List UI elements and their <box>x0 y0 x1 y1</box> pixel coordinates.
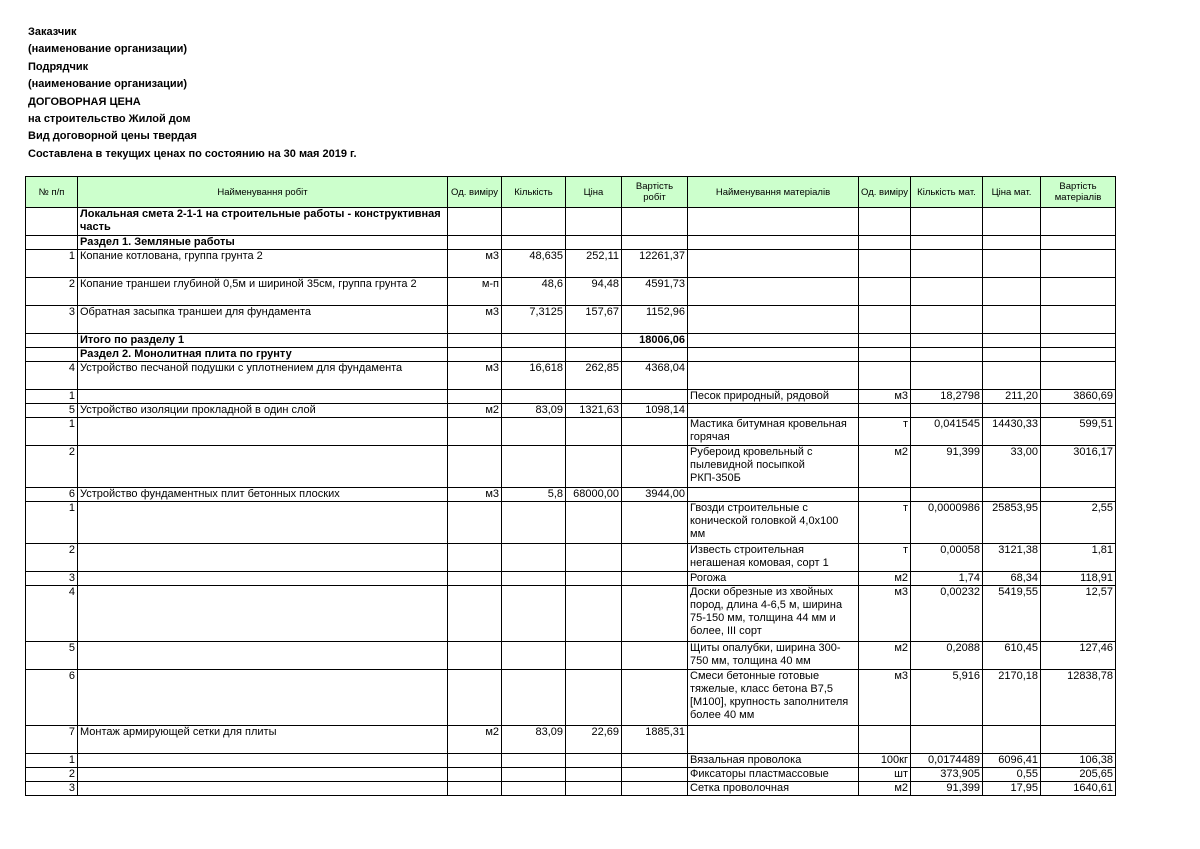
table-row <box>26 208 1116 236</box>
material-name-cell: Сетка проволочная <box>688 782 859 796</box>
work-quantity-cell <box>502 334 566 348</box>
work-price-cell <box>566 390 622 404</box>
work-cost-cell: 18006,06 <box>622 334 688 348</box>
material-quantity-cell: 91,399 <box>911 782 983 796</box>
col-header-material-name: Найменування матеріалів <box>688 177 859 208</box>
work-unit-cell <box>448 502 502 544</box>
material-quantity-cell: 5,916 <box>911 670 983 726</box>
work-quantity-cell <box>502 236 566 250</box>
work-quantity-cell <box>502 768 566 782</box>
table-row <box>26 572 1116 586</box>
work-name-cell <box>78 782 448 796</box>
work-price-cell <box>566 754 622 768</box>
material-cost-cell: 3016,17 <box>1041 446 1116 488</box>
material-quantity-cell <box>911 334 983 348</box>
row-number-cell: 1 <box>26 502 78 544</box>
row-number-cell: 3 <box>26 572 78 586</box>
row-number-cell: 2 <box>26 768 78 782</box>
material-price-cell: 14430,33 <box>983 418 1041 446</box>
work-unit-cell <box>448 642 502 670</box>
material-price-cell: 3121,38 <box>983 544 1041 572</box>
material-quantity-cell <box>911 208 983 236</box>
material-price-cell <box>983 278 1041 306</box>
work-unit-cell <box>448 348 502 362</box>
material-name-cell <box>688 488 859 502</box>
work-price-cell: 1321,63 <box>566 404 622 418</box>
material-price-cell <box>983 306 1041 334</box>
work-name-cell <box>78 446 448 488</box>
material-cost-cell <box>1041 488 1116 502</box>
material-price-cell <box>983 208 1041 236</box>
material-cost-cell: 3860,69 <box>1041 390 1116 404</box>
work-unit-cell: м3 <box>448 362 502 390</box>
work-quantity-cell <box>502 782 566 796</box>
material-unit-cell: м2 <box>859 642 911 670</box>
work-cost-cell <box>622 768 688 782</box>
table-row <box>26 418 1116 446</box>
material-cost-cell <box>1041 236 1116 250</box>
row-number-cell: 4 <box>26 362 78 390</box>
row-number-cell <box>26 334 78 348</box>
row-number-cell: 4 <box>26 586 78 642</box>
work-name-cell: Монтаж армирующей сетки для плиты <box>78 726 448 754</box>
material-quantity-cell <box>911 488 983 502</box>
table-row <box>26 768 1116 782</box>
work-price-cell: 252,11 <box>566 250 622 278</box>
col-header-work-name: Найменування робіт <box>78 177 448 208</box>
material-quantity-cell <box>911 236 983 250</box>
material-cost-cell: 127,46 <box>1041 642 1116 670</box>
work-price-cell <box>566 418 622 446</box>
work-quantity-cell: 83,09 <box>502 404 566 418</box>
work-cost-cell <box>622 446 688 488</box>
material-name-cell: Мастика битумная кровельная горячая <box>688 418 859 446</box>
row-number-cell <box>26 236 78 250</box>
material-unit-cell: м2 <box>859 782 911 796</box>
row-number-cell: 3 <box>26 306 78 334</box>
material-cost-cell <box>1041 362 1116 390</box>
work-quantity-cell <box>502 502 566 544</box>
work-unit-cell <box>448 782 502 796</box>
work-price-cell <box>566 446 622 488</box>
row-number-cell <box>26 208 78 236</box>
material-unit-cell <box>859 278 911 306</box>
work-name-cell <box>78 642 448 670</box>
work-quantity-cell <box>502 348 566 362</box>
material-price-cell: 6096,41 <box>983 754 1041 768</box>
col-header-work-cost: Вартість робіт <box>622 177 688 208</box>
material-name-cell <box>688 250 859 278</box>
work-cost-cell: 3944,00 <box>622 488 688 502</box>
material-cost-cell <box>1041 404 1116 418</box>
work-cost-cell <box>622 348 688 362</box>
material-cost-cell: 118,91 <box>1041 572 1116 586</box>
work-cost-cell <box>622 642 688 670</box>
material-name-cell: Смеси бетонные готовые тяжелые, класс бетона В7,5 [М100], крупность заполнителя более 40 мм <box>688 670 859 726</box>
row-number-cell: 6 <box>26 670 78 726</box>
work-price-cell: 68000,00 <box>566 488 622 502</box>
material-quantity-cell <box>911 306 983 334</box>
row-number-cell: 1 <box>26 754 78 768</box>
work-unit-cell <box>448 572 502 586</box>
work-name-cell: Раздел 1. Земляные работы <box>78 236 448 250</box>
work-quantity-cell: 7,3125 <box>502 306 566 334</box>
material-price-cell: 0,55 <box>983 768 1041 782</box>
work-quantity-cell <box>502 572 566 586</box>
work-quantity-cell: 48,6 <box>502 278 566 306</box>
work-cost-cell <box>622 208 688 236</box>
work-price-cell <box>566 642 622 670</box>
material-quantity-cell <box>911 404 983 418</box>
work-cost-cell <box>622 544 688 572</box>
material-quantity-cell <box>911 278 983 306</box>
table-row <box>26 362 1116 390</box>
table-row <box>26 544 1116 572</box>
material-cost-cell <box>1041 334 1116 348</box>
work-unit-cell <box>448 544 502 572</box>
material-price-cell <box>983 404 1041 418</box>
material-cost-cell: 1,81 <box>1041 544 1116 572</box>
table-row <box>26 404 1116 418</box>
work-unit-cell <box>448 418 502 446</box>
material-quantity-cell: 0,041545 <box>911 418 983 446</box>
table-row <box>26 782 1116 796</box>
contractor-note: (наименование организации) <box>28 78 188 91</box>
work-quantity-cell <box>502 544 566 572</box>
work-cost-cell <box>622 390 688 404</box>
material-cost-cell: 599,51 <box>1041 418 1116 446</box>
material-name-cell <box>688 208 859 236</box>
work-name-cell: Устройство фундаментных плит бетонных плоских <box>78 488 448 502</box>
customer-label: Заказчик <box>28 26 77 38</box>
work-unit-cell: м-п <box>448 278 502 306</box>
material-unit-cell <box>859 404 911 418</box>
material-unit-cell: 100кг <box>859 754 911 768</box>
table-row <box>26 488 1116 502</box>
work-quantity-cell <box>502 390 566 404</box>
material-quantity-cell: 0,0174489 <box>911 754 983 768</box>
material-quantity-cell <box>911 362 983 390</box>
work-price-cell <box>566 572 622 586</box>
work-unit-cell: м3 <box>448 250 502 278</box>
work-quantity-cell <box>502 754 566 768</box>
work-name-cell <box>78 418 448 446</box>
work-unit-cell <box>448 586 502 642</box>
date-line: Составлена в текущих ценах по состоянию на 30 мая 2019 г. <box>28 147 357 160</box>
material-unit-cell <box>859 726 911 754</box>
material-cost-cell <box>1041 348 1116 362</box>
work-price-cell <box>566 348 622 362</box>
material-quantity-cell <box>911 250 983 278</box>
work-unit-cell: м3 <box>448 488 502 502</box>
material-quantity-cell: 0,00058 <box>911 544 983 572</box>
col-header-material-cost: Вартість матеріалів <box>1041 177 1116 208</box>
table-row <box>26 502 1116 544</box>
material-name-cell <box>688 348 859 362</box>
material-cost-cell <box>1041 250 1116 278</box>
material-quantity-cell: 0,0000986 <box>911 502 983 544</box>
work-price-cell <box>566 670 622 726</box>
work-unit-cell <box>448 390 502 404</box>
material-unit-cell: м2 <box>859 446 911 488</box>
work-price-cell <box>566 586 622 642</box>
material-unit-cell: м2 <box>859 572 911 586</box>
material-name-cell: Щиты опалубки, ширина 300-750 мм, толщина 40 мм <box>688 642 859 670</box>
row-number-cell: 2 <box>26 446 78 488</box>
material-unit-cell: т <box>859 502 911 544</box>
table-row <box>26 236 1116 250</box>
work-unit-cell: м2 <box>448 404 502 418</box>
material-name-cell <box>688 306 859 334</box>
work-price-cell <box>566 208 622 236</box>
table-header-row <box>26 177 1116 208</box>
work-name-cell <box>78 754 448 768</box>
material-unit-cell <box>859 348 911 362</box>
work-unit-cell <box>448 208 502 236</box>
material-name-cell: Доски обрезные из хвойных пород, длина 4-6,5 м, ширина 75-150 мм, толщина 44 мм и более, III сорт <box>688 586 859 642</box>
work-quantity-cell <box>502 208 566 236</box>
work-price-cell <box>566 334 622 348</box>
col-header-material-unit: Од. виміру <box>859 177 911 208</box>
document-header <box>28 24 628 163</box>
material-unit-cell <box>859 362 911 390</box>
row-number-cell: 1 <box>26 390 78 404</box>
price-type-line: Вид договорной цены твердая <box>28 130 197 143</box>
material-name-cell <box>688 278 859 306</box>
material-price-cell: 2170,18 <box>983 670 1041 726</box>
material-unit-cell: м3 <box>859 586 911 642</box>
work-name-cell <box>78 544 448 572</box>
material-price-cell <box>983 348 1041 362</box>
document-title: ДОГОВОРНАЯ ЦЕНА <box>28 95 141 108</box>
material-unit-cell: т <box>859 544 911 572</box>
col-header-material-price: Ціна мат. <box>983 177 1041 208</box>
work-price-cell <box>566 236 622 250</box>
material-name-cell: Гвозди строительные с конической головкой 4,0х100 мм <box>688 502 859 544</box>
col-header-price: Ціна <box>566 177 622 208</box>
row-number-cell: 1 <box>26 250 78 278</box>
material-price-cell <box>983 236 1041 250</box>
material-price-cell <box>983 362 1041 390</box>
work-unit-cell <box>448 236 502 250</box>
material-name-cell <box>688 236 859 250</box>
work-cost-cell: 12261,37 <box>622 250 688 278</box>
col-header-quantity: Кількість <box>502 177 566 208</box>
row-number-cell: 1 <box>26 418 78 446</box>
work-quantity-cell <box>502 418 566 446</box>
table-row <box>26 754 1116 768</box>
material-name-cell: Песок природный, рядовой <box>688 390 859 404</box>
work-price-cell <box>566 544 622 572</box>
work-quantity-cell: 48,635 <box>502 250 566 278</box>
table-row <box>26 278 1116 306</box>
work-price-cell: 94,48 <box>566 278 622 306</box>
material-price-cell <box>983 726 1041 754</box>
material-cost-cell: 1640,61 <box>1041 782 1116 796</box>
work-name-cell: Устройство песчаной подушки с уплотнением для фундамента <box>78 362 448 390</box>
row-number-cell: 5 <box>26 642 78 670</box>
estimate-table <box>25 176 1116 796</box>
material-unit-cell: м3 <box>859 390 911 404</box>
customer-note: (наименование организации) <box>28 43 188 56</box>
work-cost-cell: 1885,31 <box>622 726 688 754</box>
row-number-cell <box>26 348 78 362</box>
material-quantity-cell <box>911 726 983 754</box>
material-name-cell: Рубероид кровельный с пылевидной посыпкой РКП-350Б <box>688 446 859 488</box>
work-cost-cell: 1098,14 <box>622 404 688 418</box>
material-cost-cell: 205,65 <box>1041 768 1116 782</box>
work-cost-cell <box>622 236 688 250</box>
table-row <box>26 334 1116 348</box>
work-cost-cell <box>622 586 688 642</box>
work-name-cell <box>78 768 448 782</box>
work-cost-cell <box>622 418 688 446</box>
work-name-cell: Итого по разделу 1 <box>78 334 448 348</box>
work-quantity-cell <box>502 586 566 642</box>
work-cost-cell <box>622 572 688 586</box>
work-price-cell <box>566 782 622 796</box>
work-unit-cell <box>448 670 502 726</box>
work-cost-cell <box>622 670 688 726</box>
material-price-cell <box>983 250 1041 278</box>
work-name-cell <box>78 390 448 404</box>
material-cost-cell: 2,55 <box>1041 502 1116 544</box>
material-name-cell <box>688 726 859 754</box>
table-row <box>26 726 1116 754</box>
row-number-cell: 7 <box>26 726 78 754</box>
work-cost-cell <box>622 782 688 796</box>
material-price-cell: 211,20 <box>983 390 1041 404</box>
work-name-cell: Локальная смета 2-1-1 на строительные работы - конструктивная часть <box>78 208 448 236</box>
material-unit-cell <box>859 488 911 502</box>
material-name-cell: Рогожа <box>688 572 859 586</box>
row-number-cell: 2 <box>26 278 78 306</box>
work-name-cell: Обратная засыпка траншеи для фундамента <box>78 306 448 334</box>
material-quantity-cell: 0,00232 <box>911 586 983 642</box>
material-name-cell <box>688 362 859 390</box>
work-name-cell: Устройство изоляции прокладной в один слой <box>78 404 448 418</box>
col-header-number: № п/п <box>26 177 78 208</box>
work-price-cell: 22,69 <box>566 726 622 754</box>
work-cost-cell <box>622 502 688 544</box>
work-unit-cell <box>448 334 502 348</box>
material-name-cell: Известь строительная негашеная комовая, сорт 1 <box>688 544 859 572</box>
row-number-cell: 2 <box>26 544 78 572</box>
table-row <box>26 390 1116 404</box>
table-row <box>26 670 1116 726</box>
material-price-cell: 17,95 <box>983 782 1041 796</box>
row-number-cell: 5 <box>26 404 78 418</box>
contractor-label: Подрядчик <box>28 60 89 73</box>
material-cost-cell <box>1041 278 1116 306</box>
work-price-cell: 157,67 <box>566 306 622 334</box>
material-price-cell <box>983 334 1041 348</box>
material-unit-cell <box>859 334 911 348</box>
work-cost-cell: 4368,04 <box>622 362 688 390</box>
material-quantity-cell: 91,399 <box>911 446 983 488</box>
table-row <box>26 586 1116 642</box>
work-name-cell <box>78 502 448 544</box>
col-header-work-unit: Од. виміру <box>448 177 502 208</box>
material-cost-cell: 106,38 <box>1041 754 1116 768</box>
material-unit-cell: шт <box>859 768 911 782</box>
material-name-cell: Вязальная проволока <box>688 754 859 768</box>
table-row <box>26 348 1116 362</box>
material-cost-cell <box>1041 726 1116 754</box>
material-name-cell <box>688 334 859 348</box>
material-price-cell: 68,34 <box>983 572 1041 586</box>
material-unit-cell <box>859 250 911 278</box>
object-line: на строительство Жилой дом <box>28 112 191 125</box>
material-price-cell: 5419,55 <box>983 586 1041 642</box>
work-price-cell <box>566 768 622 782</box>
material-quantity-cell: 18,2798 <box>911 390 983 404</box>
material-cost-cell: 12,57 <box>1041 586 1116 642</box>
material-price-cell: 610,45 <box>983 642 1041 670</box>
work-quantity-cell <box>502 670 566 726</box>
material-cost-cell <box>1041 306 1116 334</box>
material-quantity-cell: 1,74 <box>911 572 983 586</box>
work-quantity-cell <box>502 446 566 488</box>
work-unit-cell: м3 <box>448 306 502 334</box>
material-price-cell <box>983 488 1041 502</box>
table-row <box>26 446 1116 488</box>
material-unit-cell: т <box>859 418 911 446</box>
work-price-cell <box>566 502 622 544</box>
table-row <box>26 642 1116 670</box>
work-name-cell: Копание котлована, группа грунта 2 <box>78 250 448 278</box>
work-name-cell <box>78 572 448 586</box>
work-cost-cell <box>622 754 688 768</box>
work-unit-cell: м2 <box>448 726 502 754</box>
work-quantity-cell: 83,09 <box>502 726 566 754</box>
material-unit-cell <box>859 236 911 250</box>
material-quantity-cell <box>911 348 983 362</box>
material-cost-cell: 12838,78 <box>1041 670 1116 726</box>
work-quantity-cell: 5,8 <box>502 488 566 502</box>
material-name-cell <box>688 404 859 418</box>
work-unit-cell <box>448 446 502 488</box>
material-quantity-cell: 373,905 <box>911 768 983 782</box>
material-price-cell: 25853,95 <box>983 502 1041 544</box>
work-cost-cell: 1152,96 <box>622 306 688 334</box>
row-number-cell: 6 <box>26 488 78 502</box>
material-cost-cell <box>1041 208 1116 236</box>
work-name-cell: Раздел 2. Монолитная плита по грунту <box>78 348 448 362</box>
work-price-cell: 262,85 <box>566 362 622 390</box>
material-unit-cell <box>859 306 911 334</box>
table-row <box>26 306 1116 334</box>
work-name-cell <box>78 586 448 642</box>
work-name-cell: Копание траншеи глубиной 0,5м и шириной 35см, группа грунта 2 <box>78 278 448 306</box>
material-unit-cell: м3 <box>859 670 911 726</box>
table-row <box>26 250 1116 278</box>
col-header-material-qty: Кількість мат. <box>911 177 983 208</box>
work-quantity-cell <box>502 642 566 670</box>
row-number-cell: 3 <box>26 782 78 796</box>
work-unit-cell <box>448 754 502 768</box>
material-name-cell: Фиксаторы пластмассовые <box>688 768 859 782</box>
material-unit-cell <box>859 208 911 236</box>
work-quantity-cell: 16,618 <box>502 362 566 390</box>
work-name-cell <box>78 670 448 726</box>
material-price-cell: 33,00 <box>983 446 1041 488</box>
work-cost-cell: 4591,73 <box>622 278 688 306</box>
material-quantity-cell: 0,2088 <box>911 642 983 670</box>
work-unit-cell <box>448 768 502 782</box>
